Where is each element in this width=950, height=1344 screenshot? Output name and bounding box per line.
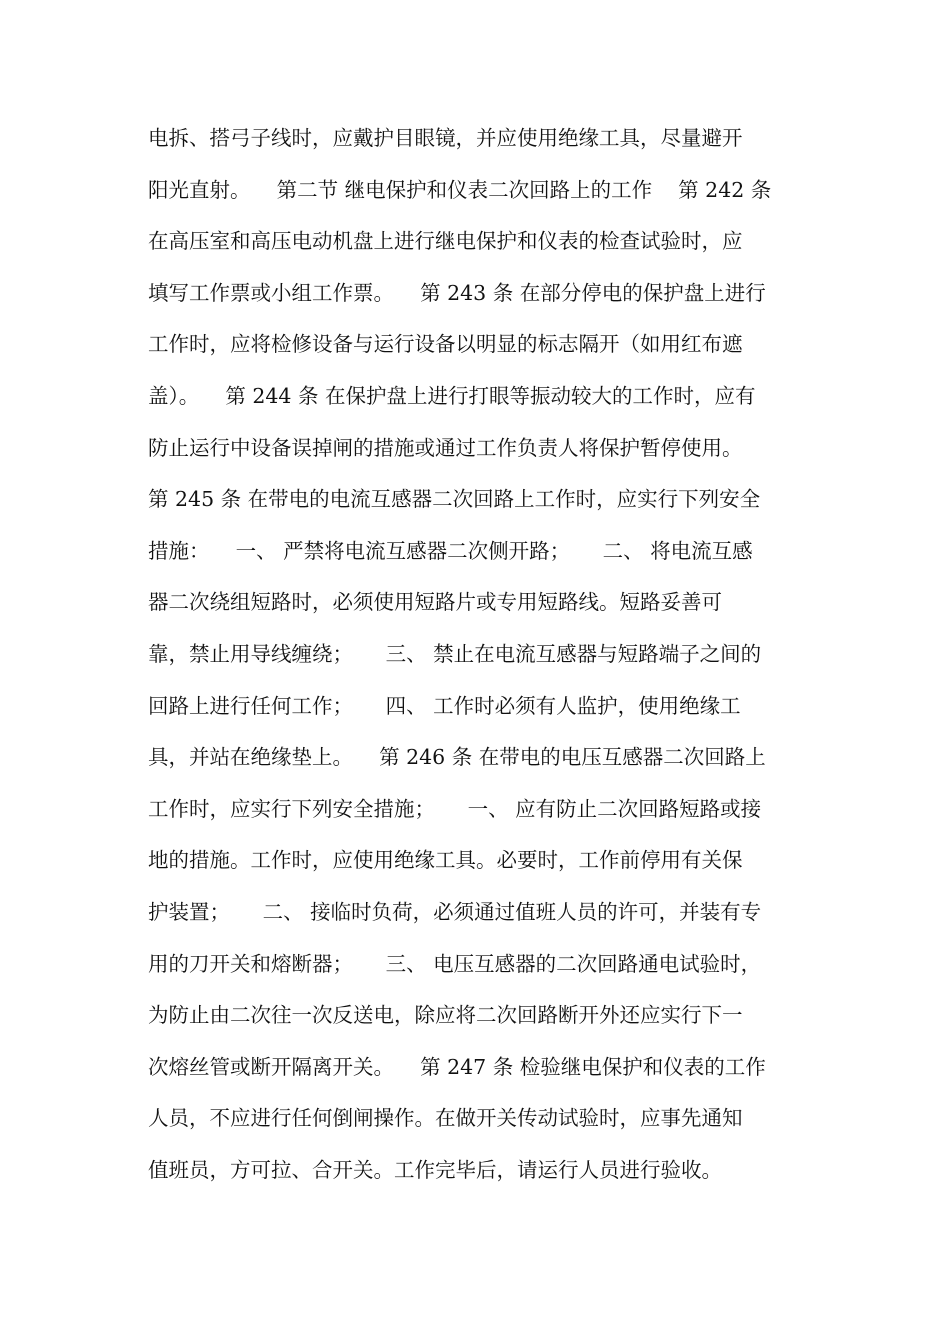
text-line: 器二次绕组短路时，必须使用短路片或专用短路线。短路妥善可 — [148, 590, 722, 615]
text-line: 在高压室和高压电动机盘上进行继电保护和仪表的检查试验时，应 — [148, 229, 743, 254]
text-line: 填写工作票或小组工作票。 第 243 条 在部分停电的保护盘上进行 — [148, 280, 766, 305]
text-line: 地的措施。工作时，应使用绝缘工具。必要时，工作前停用有关保 — [148, 848, 743, 873]
text-line: 次熔丝管或断开隔离开关。 第 247 条 检验继电保护和仪表的工作 — [148, 1054, 766, 1079]
text-line: 回路上进行任何工作； 四、 工作时必须有人监护，使用绝缘工 — [148, 693, 741, 718]
text-line: 值班员，方可拉、合开关。工作完毕后，请运行人员进行验收。 — [148, 1157, 722, 1182]
text-line: 工作时，应实行下列安全措施； 一、 应有防止二次回路短路或接 — [148, 796, 762, 821]
body-text — [148, 113, 808, 1196]
text-line: 人员，不应进行任何倒闸操作。在做开关传动试验时，应事先通知 — [148, 1106, 743, 1131]
text-line: 防止运行中设备误掉闸的措施或通过工作负责人将保护暂停使用。 — [148, 435, 743, 460]
text-line: 为防止由二次往一次反送电，除应将二次回路断开外还应实行下一 — [148, 1003, 743, 1028]
text-line: 护装置； 二、 接临时负荷，必须通过值班人员的许可，并装有专 — [148, 899, 762, 924]
text-line: 工作时，应将检修设备与运行设备以明显的标志隔开（如用红布遮 — [148, 332, 743, 357]
text-line: 第 245 条 在带电的电流互感器二次回路上工作时，应实行下列安全 — [148, 487, 761, 512]
text-line: 盖）。 第 244 条 在保护盘上进行打眼等振动较大的工作时，应有 — [148, 383, 756, 408]
text-line: 电拆、搭弓子线时，应戴护目眼镜，并应使用绝缘工具，尽量避开 — [148, 126, 743, 150]
text-line: 阳光直射。 第二节 继电保护和仪表二次回路上的工作 第 242 条 — [148, 177, 772, 202]
text-line: 具，并站在绝缘垫上。 第 246 条 在带电的电压互感器二次回路上 — [148, 745, 766, 770]
text-line: 用的刀开关和熔断器； 三、 电压互感器的二次回路通电试验时， — [148, 951, 762, 976]
text-line: 措施： 一、 严禁将电流互感器二次侧开路； 二、 将电流互感 — [148, 538, 753, 563]
text-line: 靠，禁止用导线缠绕； 三、 禁止在电流互感器与短路端子之间的 — [148, 641, 762, 666]
